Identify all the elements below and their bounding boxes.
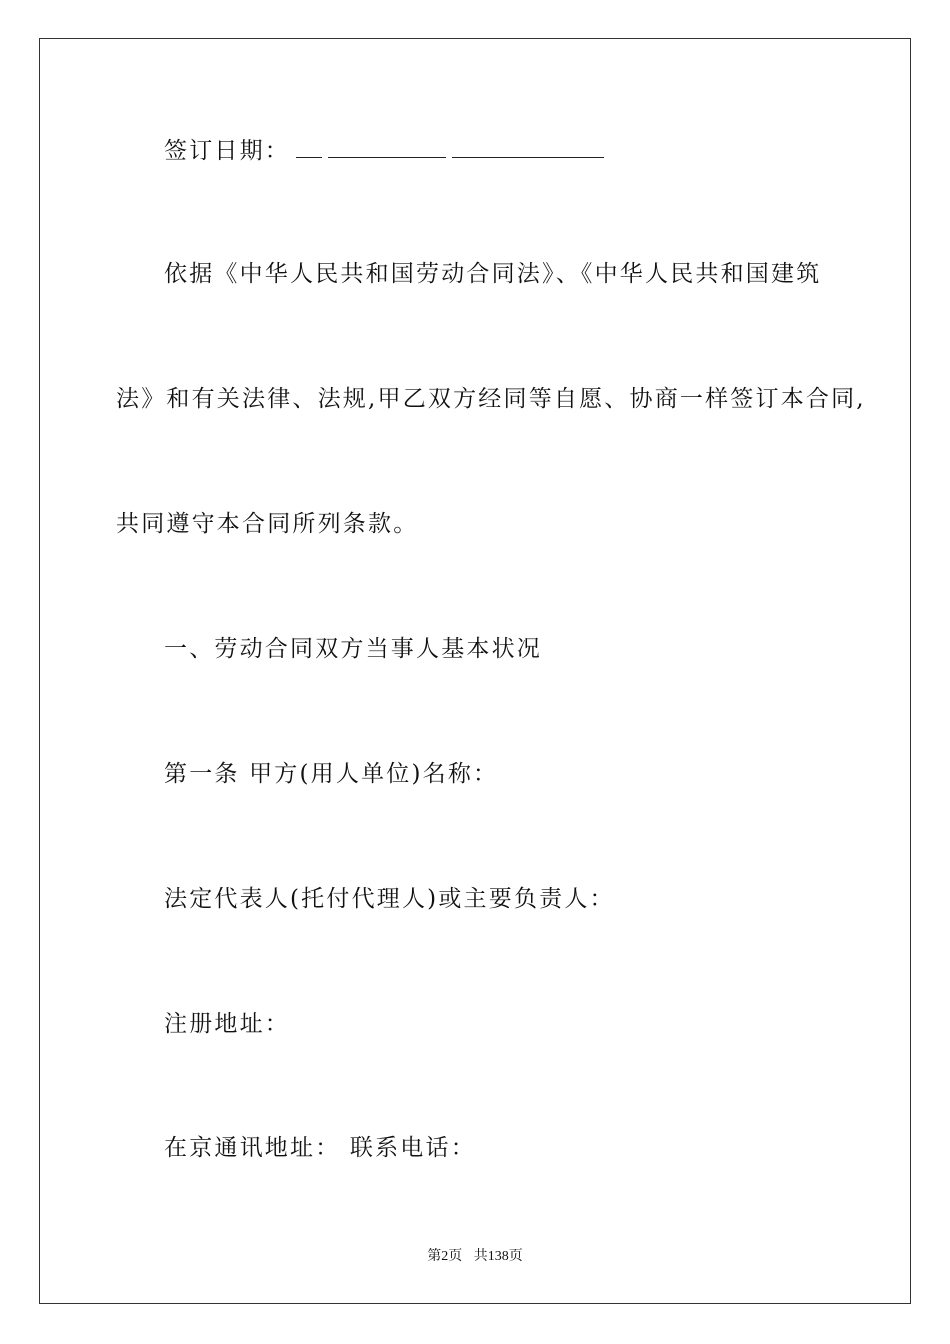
field-line: 法定代表人(托付代理人)或主要负责人： bbox=[164, 886, 615, 912]
paragraph-line: 依据《中华人民共和国劳动合同法》、《中华人民共和国建筑 bbox=[164, 261, 822, 287]
page-frame bbox=[39, 38, 911, 1304]
paragraph-line: 法》和有关法律、法规,甲乙双方经同等自愿、协商一样签订本合同, bbox=[116, 386, 866, 412]
page-number: 第2页 bbox=[427, 1249, 463, 1264]
section-heading: 一、劳动合同双方当事人基本状况 bbox=[164, 636, 542, 662]
field-line: 注册地址： bbox=[164, 1011, 290, 1037]
clause-line: 第一条 甲方(用人单位)名称： bbox=[164, 761, 499, 787]
date-blank-2[interactable] bbox=[328, 139, 446, 158]
page-total: 共138页 bbox=[473, 1249, 523, 1264]
signing-date-line bbox=[164, 136, 604, 166]
signing-date-label: 签订日期： bbox=[164, 138, 290, 164]
field-line: 在京通讯地址： 联系电话： bbox=[164, 1135, 476, 1161]
paragraph-line: 共同遵守本合同所列条款。 bbox=[116, 511, 419, 537]
date-blank-1[interactable] bbox=[296, 139, 322, 158]
date-blank-3[interactable] bbox=[452, 139, 604, 158]
page-footer bbox=[0, 1247, 950, 1267]
